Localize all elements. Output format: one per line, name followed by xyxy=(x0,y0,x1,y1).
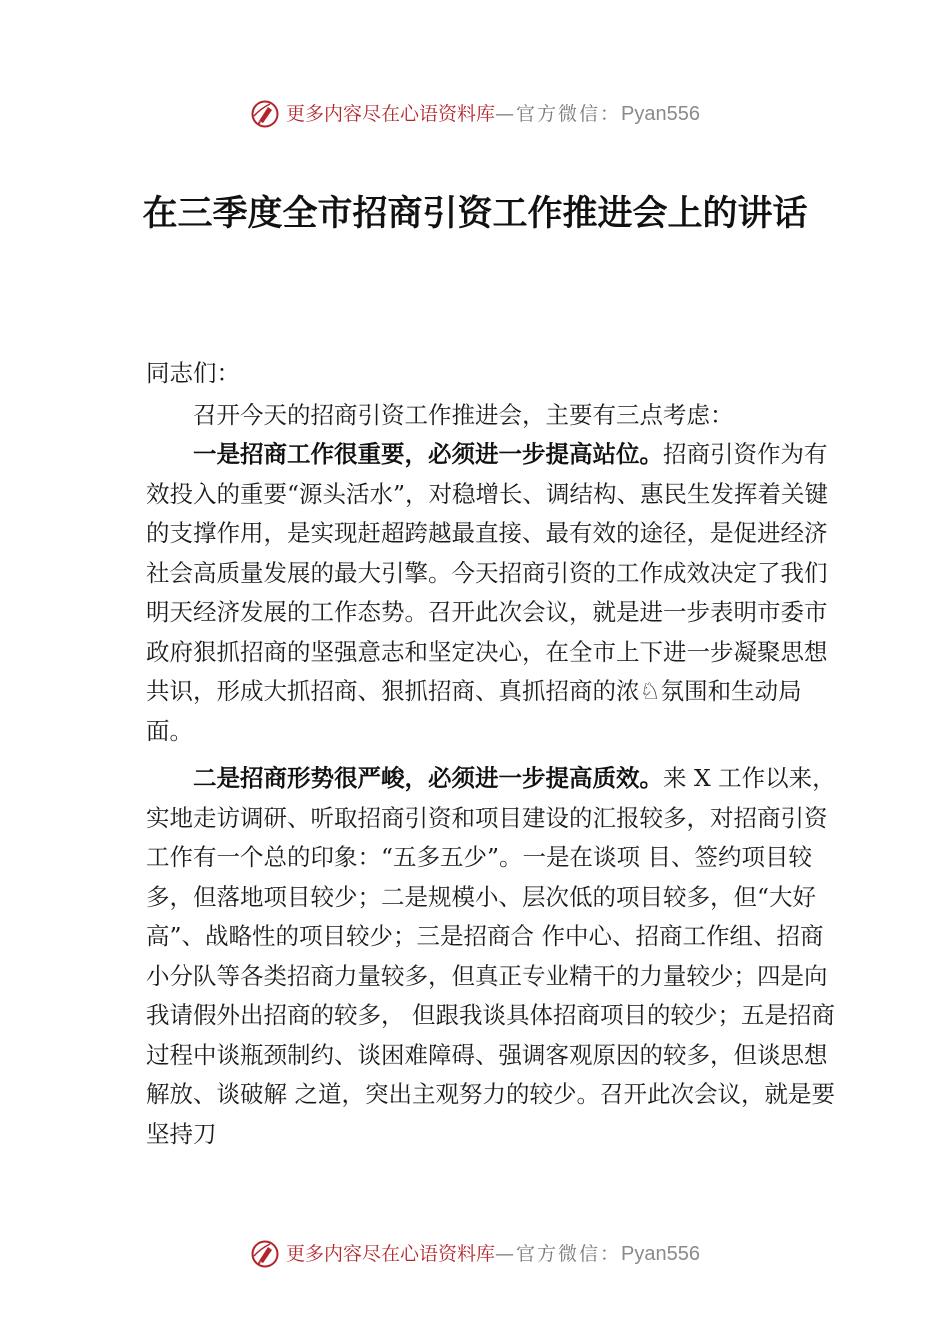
intro-paragraph: 召开今天的招商引资工作推进会，主要有三点考虑： xyxy=(193,400,734,429)
footer-watermark xyxy=(0,1238,950,1268)
pen-nib-circle-icon xyxy=(250,99,280,129)
salutation: 同志们： xyxy=(146,359,240,387)
document-body xyxy=(146,354,836,1154)
point-one-lead: 一是招商工作很重要，必须进一步提高站位。 xyxy=(193,440,663,468)
watermark-wechat-id: Pyan556 xyxy=(621,103,700,125)
watermark-brand-text: 更多内容尽在心语资料库 xyxy=(286,103,496,125)
document-title: 在三季度全市招商引资工作推进会上的讲话 xyxy=(142,193,808,234)
watermark-brand-text: 更多内容尽在心语资料库 xyxy=(286,1243,496,1265)
header-watermark xyxy=(0,98,950,128)
watermark-wechat-label: —官方微信： xyxy=(495,103,622,125)
watermark-wechat-label: —官方微信： xyxy=(495,1243,622,1265)
point-one-paragraph xyxy=(146,435,836,751)
point-one-body: 招商引资作为有效投入的重要“源头活水”，对稳增长、调结构、惠民生发挥着关键的支撑作用，是实现赶超跨越最直接、最有效的途径，是促进经济社会高质量发展的最大引擎。今天招商引资的工作成效决定了我们明天经济发展的工作态势。召开此次会议，就是进一步表明市委市政府狠抓招商的坚强意志和坚定决心，在全市上下进一步凝聚思想共识，形成大抓招商、狠抓招商、真抓招商的浓♘氛围和生动局面。 xyxy=(146,440,829,745)
point-two-body: 来 X 工作以来，实地走访调研、听取招商引资和项目建设的汇报较多，对招商引资工作有一个总的印象：“五多五少”。一是在谈项 目、签约项目较多，但落地项目较少；二是规模小、层次低的项目较多，但“大好高”、战略性的项目较少；三是招商合 作中心、招商工作组、招商小分队等各类招商力量较多，但真正专业精干的力量较少；四是向我请假外出招商的较多， 但跟我谈具体招商项目的较少；五是招商过程中谈瓶颈制约、谈困难障碍、强调客观原因的较多，但谈思想解放、谈破解 之道，突出主观努力的较少。召开此次会议，就是要坚持刀 xyxy=(146,764,836,1148)
point-two-lead: 二是招商形势很严峻，必须进一步提高质效。 xyxy=(193,764,663,792)
pen-nib-circle-icon xyxy=(250,1239,280,1269)
watermark-wechat-id: Pyan556 xyxy=(621,1243,700,1265)
point-two-paragraph xyxy=(146,759,836,1154)
